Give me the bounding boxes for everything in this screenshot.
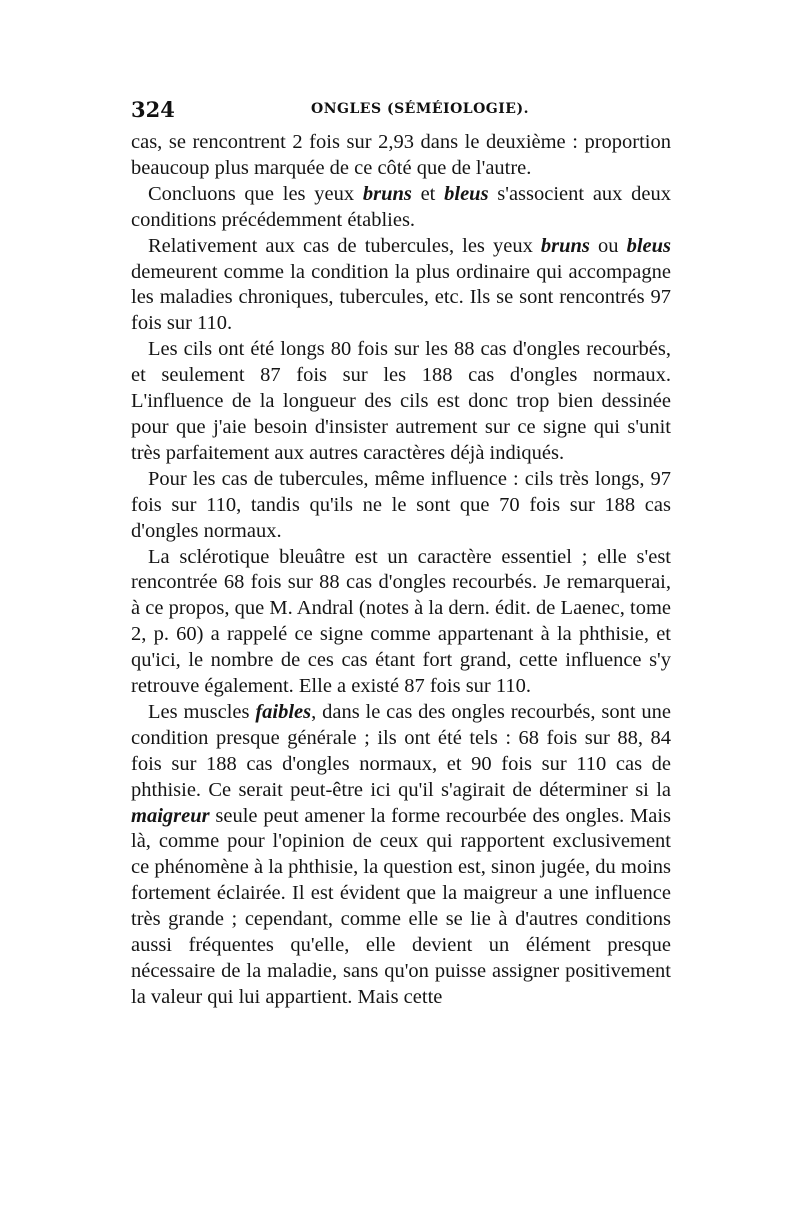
paragraph-3-text-a: Relativement aux cas de tubercules, les yeux [148,234,541,257]
paragraph-3-text-c: demeurent comme la condition la plus ordinaire qui accompagne les maladies chroniques, tubercules, etc. Ils se sont rencontrés 97 fois sur 110. [131,260,671,335]
paragraph-3 [131,234,671,338]
paragraph-7 [131,700,671,1011]
paragraph-2 [131,182,671,234]
paragraph-2-text-b: et [411,182,445,205]
body-text [131,130,671,1011]
paragraph-2-text-a: Concluons que les yeux [148,182,363,205]
paragraph-7-text-a: Les muscles [148,700,256,723]
paragraph-4: Les cils ont été longs 80 fois sur les 88 cas d'ongles recourbés, et seulement 87 fois sur les 188 cas d'ongles normaux. L'influence de la longueur des cils est donc trop bien dessinée pour que j'aie besoin d'insister autrement sur ce signe qui s'unit très parfaitement aux autres caractères déjà indiqués. [131,338,671,464]
paragraph-7-text-b: , dans le cas des ongles recourbés, sont une condition presque générale ; ils ont été tels : 68 fois sur 88, 84 fois sur 188 cas d'ongles normaux, et 90 fois sur 110 cas de phthisie. Ce serait peut-être ici qu'il s'agirait de déterminer si la [131,700,671,801]
paragraph-2-text-c: s'associent aux deux conditions précédemment établies. [131,182,672,231]
paragraph-5: Pour les cas de tubercules, même influence : cils très longs, 97 fois sur 110, tandis qu'ils ne le sont que 70 fois sur 188 cas d'ongles normaux. [131,467,671,542]
paragraph-3-text-b: ou [589,234,627,257]
paragraph-7-text-c: seule peut amener la forme recourbée des ongles. Mais là, comme pour l'opinion de ceux qui rapportent exclusivement ce phénomène à la phthisie, la question est, sinon jugée, du moins fortement éclairée. Il est évident que la maigreur a une influence très grande ; cependant, comme elle se lie à d'autres conditions aussi fréquentes qu'elle, elle devient un élément presque nécessaire de la maladie, sans qu'on puisse assigner positivement la valeur qui lui appartient. Mais cette [131,804,671,1008]
paragraph-7-italic-faibles: faibles [255,700,312,723]
page-header [131,97,671,127]
paragraph-7-italic-maigreur: maigreur [131,804,210,827]
page-number: 324 [131,97,175,122]
paragraph-3-italic-bleus: bleus [626,234,671,257]
paragraph-3-italic-bruns: bruns [540,234,590,257]
paragraph-2-italic-bleus: bleus [444,182,489,205]
paragraph-6: La sclérotique bleuâtre est un caractère essentiel ; elle s'est rencontrée 68 fois sur 88 cas d'ongles recourbés. Je remarquerai, à ce propos, que M. Andral (notes à la dern. édit. de Laenec, tome 2, p. 60) a rappelé ce signe comme appartenant à la phthisie, et qu'ici, le nombre de ces cas étant fort grand, cette influence s'y retrouve également. Elle a existé 87 fois sur 110. [131,545,671,698]
paragraph-2-italic-bruns: bruns [362,182,412,205]
paragraph-1: cas, se rencontrent 2 fois sur 2,93 dans le deuxième : proportion beaucoup plus marquée de ce côté que de l'autre. [131,131,671,179]
running-head: ONGLES (SÉMÉIOLOGIE). [311,101,529,117]
